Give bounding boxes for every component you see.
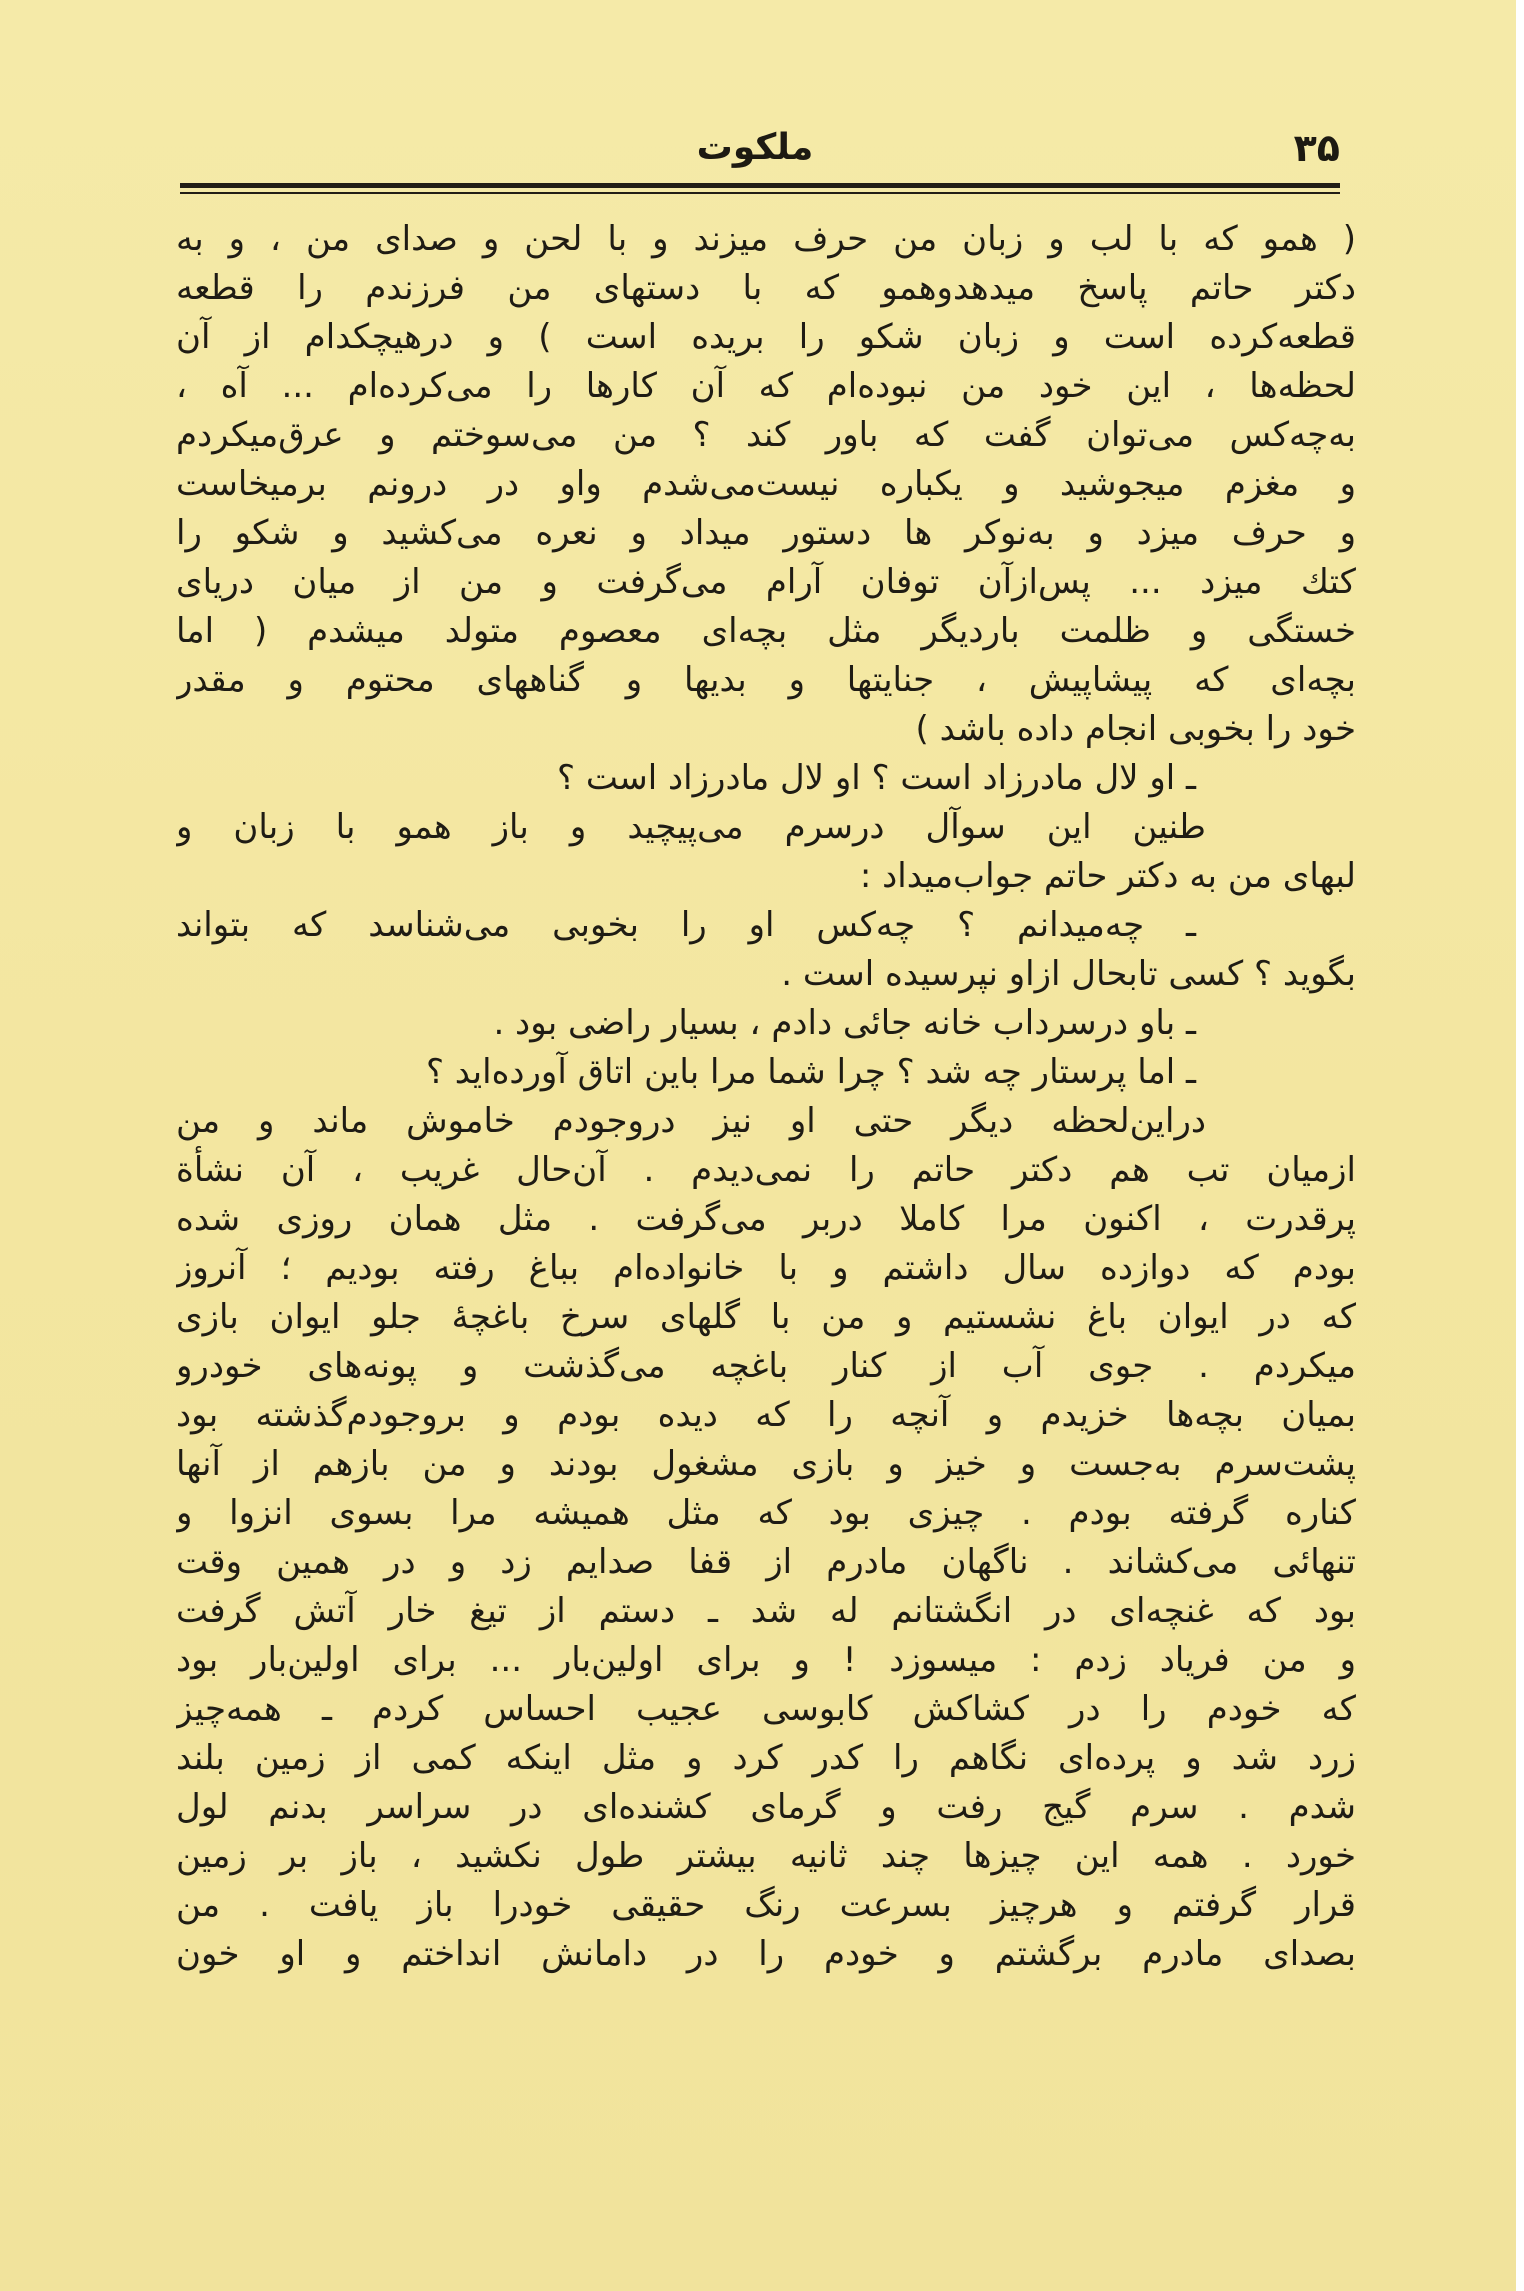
text-line: بچه‌ای که پیشاپیش ، جنایتها و بدیها و گناههای محتوم و مقدر (176, 660, 1356, 700)
text-line: بود که غنچه‌ای در انگشتانم له شد ـ دستم از تیغ خار آتش گرفت (176, 1591, 1356, 1631)
text-line: دکتر حاتم پاسخ میدهدوهمو که با دستهای من فرزندم را قطعه (176, 268, 1356, 308)
running-title: ملکوت (696, 127, 814, 168)
text-line: بمیان بچه‌ها خزیدم و آنچه را که دیده بودم و بروجودم‌گذشته بود (176, 1395, 1356, 1435)
dialogue-line: ـ چه‌میدانم ؟ چه‌کس او را بخوبی می‌شناسد که بتواند (176, 905, 1196, 945)
header-rule-thick (180, 183, 1340, 188)
text-line: شدم . سرم گیج رفت و گرمای کشنده‌ای در سراسر بدنم لول (176, 1787, 1356, 1827)
text-line: ( همو که با لب و زبان من حرف میزند و با لحن و صدای من ، و به (176, 219, 1356, 259)
text-line: پرقدرت ، اکنون مرا کاملا دربر می‌گرفت . مثل همان روزی شده (176, 1199, 1356, 1239)
text-line: بگوید ؟ کسی تابحال ازاو نپرسیده است . (781, 954, 1356, 994)
text-line: خود را بخوبی انجام داده باشد ) (915, 709, 1356, 749)
text-line: دراین‌لحظه دیگر حتی او نیز دروجودم خاموش ماند و من (176, 1101, 1206, 1141)
dialogue-line: ـ او لال مادرزاد است ؟ او لال مادرزاد است ؟ (557, 758, 1196, 798)
text-line: خورد . همه این چیزها چند ثانیه بیشتر طول نکشید ، باز بر زمین (176, 1836, 1356, 1876)
text-line: میکردم . جوی آب از کنار باغچه می‌گذشت و پونه‌های خودرو (176, 1346, 1356, 1386)
text-line: ازمیان تب هم دکتر حاتم را نمی‌دیدم . آن‌حال غریب ، آن نشأة (176, 1150, 1356, 1190)
text-line: و من فریاد زدم : میسوزد ! و برای اولین‌بار ... برای اولین‌بار بود (176, 1640, 1356, 1680)
text-line: و مغزم میجوشید و یکباره نیست‌می‌شدم واو در درونم برمیخاست (176, 464, 1356, 504)
header-rule-thin (180, 192, 1340, 194)
text-line: قطعه‌کرده است و زبان شکو را بریده است ) و درهیچکدام از آن (176, 317, 1356, 357)
text-line: زرد شد و پرده‌ای نگاهم را کدر کرد و مثل اینکه کمی از زمین بلند (176, 1738, 1356, 1778)
text-line: که در ایوان باغ نشستیم و من با گلهای سرخ باغچهٔ جلو ایوان بازی (176, 1297, 1356, 1337)
dialogue-line: ـ اما پرستار چه شد ؟ چرا شما مرا باین اتاق آورده‌اید ؟ (425, 1052, 1196, 1092)
text-line: لحظه‌ها ، این خود من نبوده‌ام که آن کارها را می‌کرده‌ام ... آه ، (176, 366, 1356, 406)
text-line: طنین این سوآل درسرم می‌پیچید و باز همو با زبان و (176, 807, 1206, 847)
text-line: قرار گرفتم و هرچیز بسرعت رنگ حقیقی خودرا باز یافت . من (176, 1885, 1356, 1925)
text-line: کتك میزد ... پس‌ازآن توفان آرام می‌گرفت و من از میان دریای (176, 562, 1356, 602)
text-line: خستگی و ظلمت باردیگر مثل بچه‌ای معصوم متولد میشدم ( اما (176, 611, 1356, 651)
text-line: پشت‌سرم به‌جست و خیز و بازی مشغول بودند و من بازهم از آنها (176, 1444, 1356, 1484)
page-header (170, 118, 1340, 178)
text-line: به‌چه‌کس می‌توان گفت که باور کند ؟ من می‌سوختم و عرق‌میکردم (176, 415, 1356, 455)
text-line: و حرف میزد و به‌نوکر ها دستور میداد و نعره می‌کشید و شکو را (176, 513, 1356, 553)
page-edge (1516, 0, 1524, 2291)
text-line: که خودم را در کشاکش کابوسی عجیب احساس کردم ـ همه‌چیز (176, 1689, 1356, 1729)
text-line: بودم که دوازده سال داشتم و با خانواده‌ام بباغ رفته بودیم ؛ آنروز (176, 1248, 1356, 1288)
text-line: لبهای من به دکتر حاتم جواب‌میداد : (859, 856, 1356, 896)
text-line: کناره گرفته بودم . چیزی بود که مثل همیشه مرا بسوی انزوا و (176, 1493, 1356, 1533)
dialogue-line: ـ باو درسرداب خانه جائی دادم ، بسیار راضی بود . (493, 1003, 1196, 1043)
page-number: ۳۵ (1293, 126, 1340, 170)
body-text (176, 215, 1356, 1979)
text-line: بصدای مادرم برگشتم و خودم را در دامانش انداختم و او خون (176, 1934, 1356, 1974)
text-line: تنهائی می‌کشاند . ناگهان مادرم از قفا صدایم زد و در همین وقت (176, 1542, 1356, 1582)
